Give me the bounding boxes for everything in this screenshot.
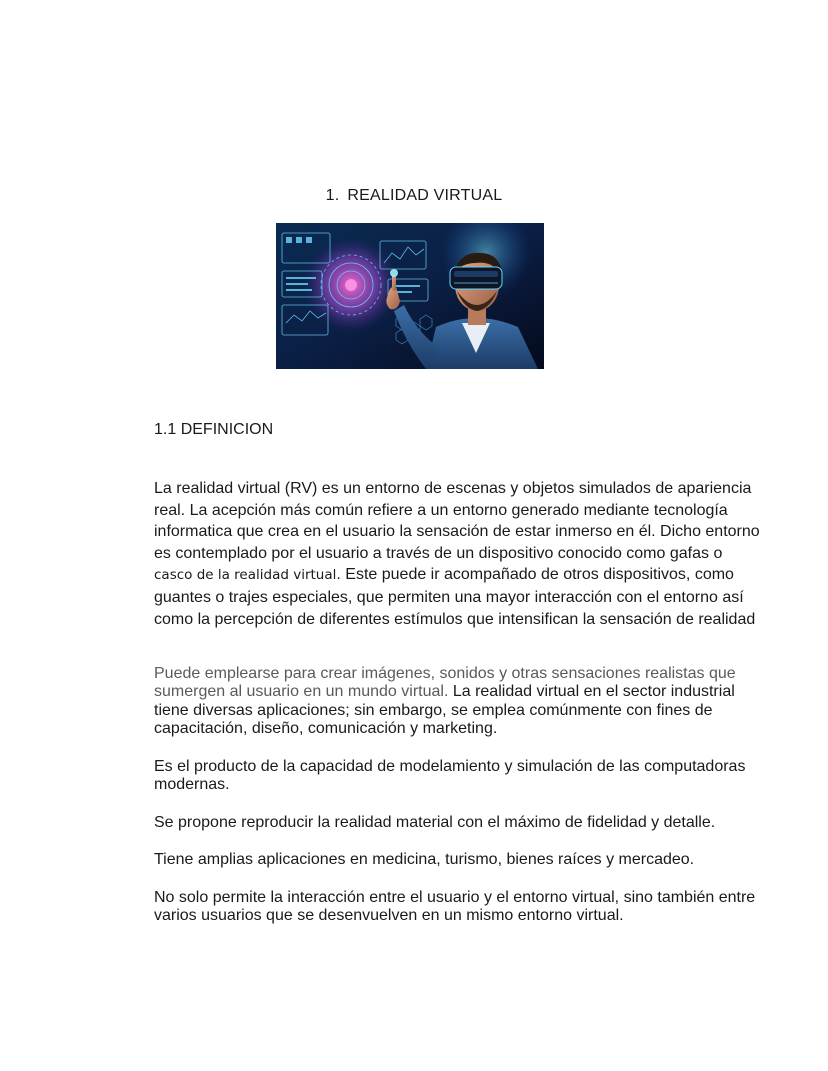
paragraph-uses [154, 665, 764, 739]
paragraph-fidelity: Se propone reproducir la realidad material con el máximo de fidelidad y detalle. [154, 814, 716, 831]
paragraph-uses-rest: La realidad virtual en el sector industrial tiene diversas aplicaciones; sin embargo, se emplea comúnmente con fines de capacitación, diseño, comunicación y marketing. [154, 683, 735, 738]
paragraph-modeling: Es el producto de la capacidad de modelamiento y simulación de las computadoras modernas. [154, 758, 746, 794]
paragraph-definition-part3: . Este puede ir acompañado de otros dispositivos, como guantes o trajes especiales, que permiten una mayor interacción con el entorno así como la percepción de diferentes estímulos que intensifican la sensación de realidad [154, 566, 756, 628]
section-title: 1.1 DEFINICION [154, 421, 274, 438]
page-title [0, 187, 828, 205]
paragraph-definition-part1: La realidad virtual (RV) es un entorno de escenas y objetos simulados de apariencia real. La acepción más común refiere a un entorno generado mediante tecnología informatica que crea en el usuario la sensación de estar inmerso en él. Dicho entorno es contemplado por el usuario a través de un dispositivo conocido como gafas o [154, 480, 760, 562]
paragraph-interaction: No solo permite la interacción entre el usuario y el entorno virtual, sino también entre varios usuarios que se desenvuelven en un mismo entorno virtual. [154, 889, 756, 925]
vr-headset-user-image [276, 223, 544, 369]
paragraph-definition-part2: casco de la realidad virtual [154, 567, 337, 584]
paragraph-uses-grey: Puede emplearse para crear imágenes, sonidos y otras sensaciones realistas que sumergen al usuario en un mundo virtual. [154, 665, 736, 701]
paragraph-applications: Tiene amplias aplicaciones en medicina, turismo, bienes raíces y mercadeo. [154, 851, 695, 868]
title-text: REALIDAD VIRTUAL [347, 187, 503, 204]
paragraph-definition [154, 478, 764, 630]
title-number: 1. [325, 187, 340, 204]
